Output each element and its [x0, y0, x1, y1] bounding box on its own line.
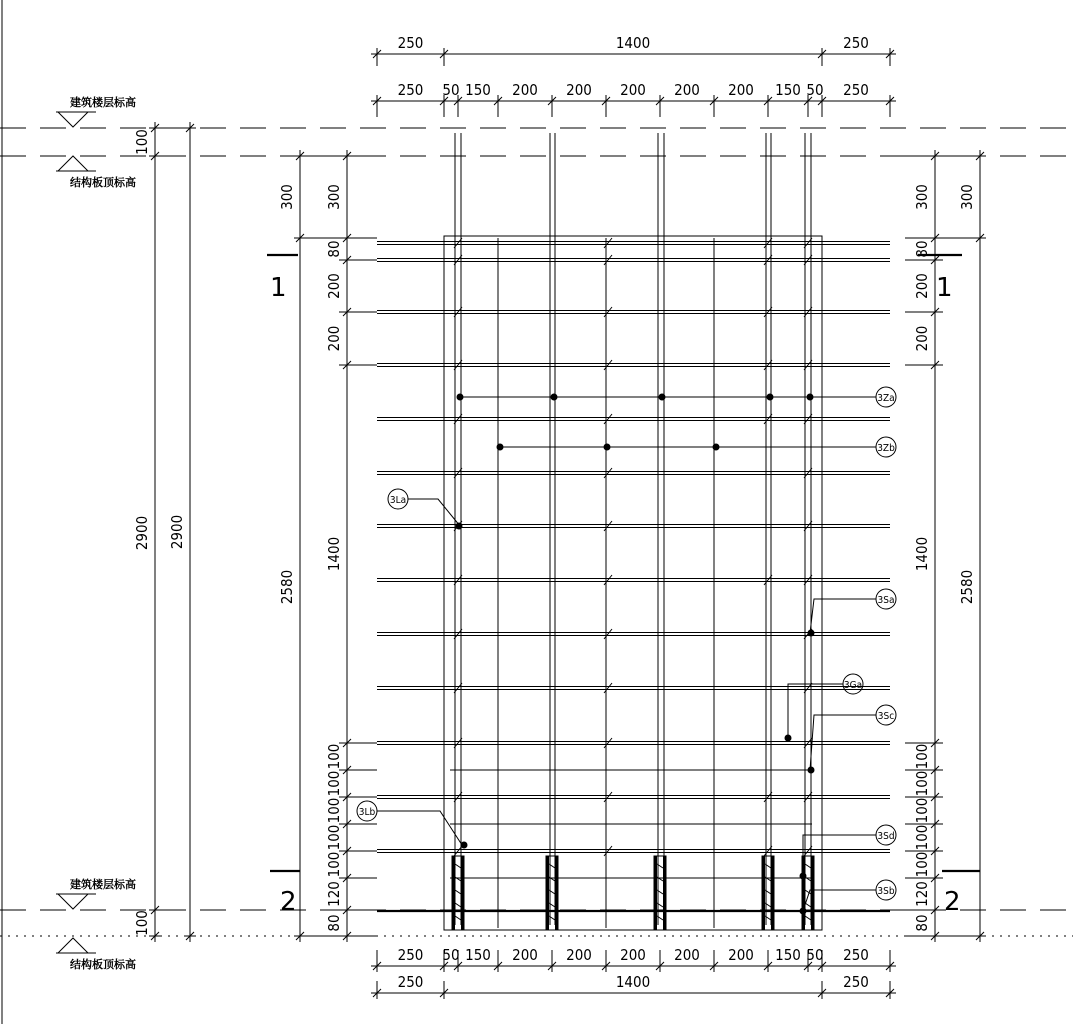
hook-tick: [604, 468, 612, 478]
dim-label: 100: [133, 129, 151, 155]
dim-label: 250: [397, 34, 424, 52]
dim-label: 2900: [168, 514, 186, 550]
hook-tick: [604, 792, 612, 802]
dim-label: 250: [397, 81, 424, 99]
level-markers: [56, 112, 96, 953]
dim-label: 100: [913, 770, 931, 797]
svg-text:3Sd: 3Sd: [877, 831, 895, 842]
dim-label: 1400: [615, 34, 651, 52]
svg-text:3Sb: 3Sb: [877, 886, 895, 897]
dim-label: 200: [566, 946, 592, 964]
svg-text:3Sa: 3Sa: [877, 595, 895, 606]
dim-label: 250: [843, 34, 869, 52]
dim-label: 200: [728, 81, 754, 99]
tag-3Sa: [810, 589, 896, 633]
level-label-structural-top: 结构板顶标高: [70, 176, 136, 189]
dim-label: 120: [913, 881, 931, 907]
dim-label: 50: [442, 946, 460, 964]
dim-label: 1400: [913, 536, 931, 572]
rebar-dot-11: [808, 767, 815, 774]
hook-tick: [604, 738, 612, 748]
hook-tick: [604, 846, 612, 856]
dim-label: 200: [512, 81, 538, 99]
dim-label: 200: [566, 81, 592, 99]
dim-label: 100: [913, 824, 931, 851]
svg-text:3Zb: 3Zb: [877, 443, 895, 454]
dim-label: 150: [465, 81, 491, 99]
anchor-box-4: [802, 856, 814, 930]
hook-tick: [604, 414, 612, 424]
hook-tick: [604, 238, 612, 248]
hook-tick: [604, 683, 612, 693]
dim-label: 300: [325, 184, 343, 210]
dim-label: 80: [325, 240, 343, 258]
dim-label: 80: [913, 240, 931, 258]
section-cut-marks: [267, 255, 980, 871]
tag-3Za: [460, 387, 896, 407]
dim-label: 100: [913, 797, 931, 824]
dim-label: 200: [913, 273, 931, 299]
tag-3Sd: [803, 825, 896, 876]
dim-label: 100: [325, 824, 343, 851]
svg-text:3La: 3La: [389, 495, 407, 506]
dim-label: 1400: [325, 536, 343, 572]
dim-label: 200: [620, 946, 646, 964]
dim-label: 120: [325, 881, 343, 907]
dim-label: 2580: [278, 569, 296, 605]
dim-label: 250: [843, 973, 869, 991]
dim-label: 50: [442, 81, 460, 99]
dim-label: 100: [325, 797, 343, 824]
svg-text:3Sc: 3Sc: [877, 711, 895, 722]
dim-label: 250: [397, 973, 424, 991]
dim-label: 200: [728, 946, 754, 964]
dim-label: 200: [620, 81, 646, 99]
dim-label: 250: [843, 81, 869, 99]
svg-text:3Lb: 3Lb: [358, 807, 376, 818]
dim-label: 200: [674, 946, 700, 964]
dim-label: 250: [397, 946, 424, 964]
anchor-box-1: [546, 856, 558, 930]
dim-label: 200: [913, 325, 931, 352]
hook-tick: [604, 360, 612, 370]
dim-label: 100: [325, 770, 343, 797]
section-mark-right-2: 2: [944, 887, 961, 917]
dim-label: 200: [325, 273, 343, 299]
tag-3Lb: [357, 801, 462, 845]
dim-label: 100: [325, 743, 343, 770]
tag-3Sb: [803, 880, 896, 911]
dim-label: 300: [913, 184, 931, 210]
dim-label: 150: [775, 81, 801, 99]
dim-label: 100: [913, 743, 931, 770]
hook-tick: [604, 575, 612, 585]
level-label-structural-bottom: 结构板顶标高: [70, 958, 136, 971]
tag-3Ga: [788, 674, 863, 738]
section-mark-left-2: 2: [280, 887, 297, 917]
dim-label: 300: [958, 184, 976, 210]
dim-label: 200: [674, 81, 700, 99]
dim-label: 2900: [133, 515, 151, 551]
dim-label: 50: [806, 946, 824, 964]
rebar-dot-8: [456, 523, 463, 530]
dim-label: 250: [843, 946, 869, 964]
svg-text:3Za: 3Za: [877, 393, 895, 404]
dim-label: 80: [913, 914, 931, 932]
dim-label: 1400: [615, 973, 651, 991]
tag-3Sc: [810, 705, 896, 770]
dim-label: 150: [775, 946, 801, 964]
rebar-group: [377, 133, 890, 930]
anchor-box-3: [762, 856, 774, 930]
level-label-architectural-bottom: 建筑楼层标高: [70, 878, 136, 891]
section-mark-right-1: 1: [936, 273, 953, 303]
hook-tick: [604, 521, 612, 531]
dim-label: 300: [278, 184, 296, 210]
dim-label: 80: [325, 914, 343, 932]
hook-tick: [604, 307, 612, 317]
dim-label: 150: [465, 946, 491, 964]
level-label-architectural-top: 建筑楼层标高: [70, 96, 136, 109]
hook-tick: [604, 629, 612, 639]
dim-label: 100: [133, 910, 151, 936]
rebar-dot-9: [808, 630, 815, 637]
hook-tick: [604, 255, 612, 265]
anchor-box-0: [452, 856, 464, 930]
dim-label: 200: [512, 946, 538, 964]
tag-3La: [388, 489, 460, 526]
dim-label: 200: [325, 325, 343, 352]
tag-3Zb: [500, 437, 896, 457]
dim-label: 100: [913, 851, 931, 878]
svg-text:3Ga: 3Ga: [843, 680, 863, 691]
section-mark-left-1: 1: [270, 273, 287, 303]
dim-label: 2580: [958, 569, 976, 605]
anchor-box-2: [654, 856, 666, 930]
dim-label: 50: [806, 81, 824, 99]
dim-label: 100: [325, 851, 343, 878]
dimension-group: [133, 34, 986, 999]
